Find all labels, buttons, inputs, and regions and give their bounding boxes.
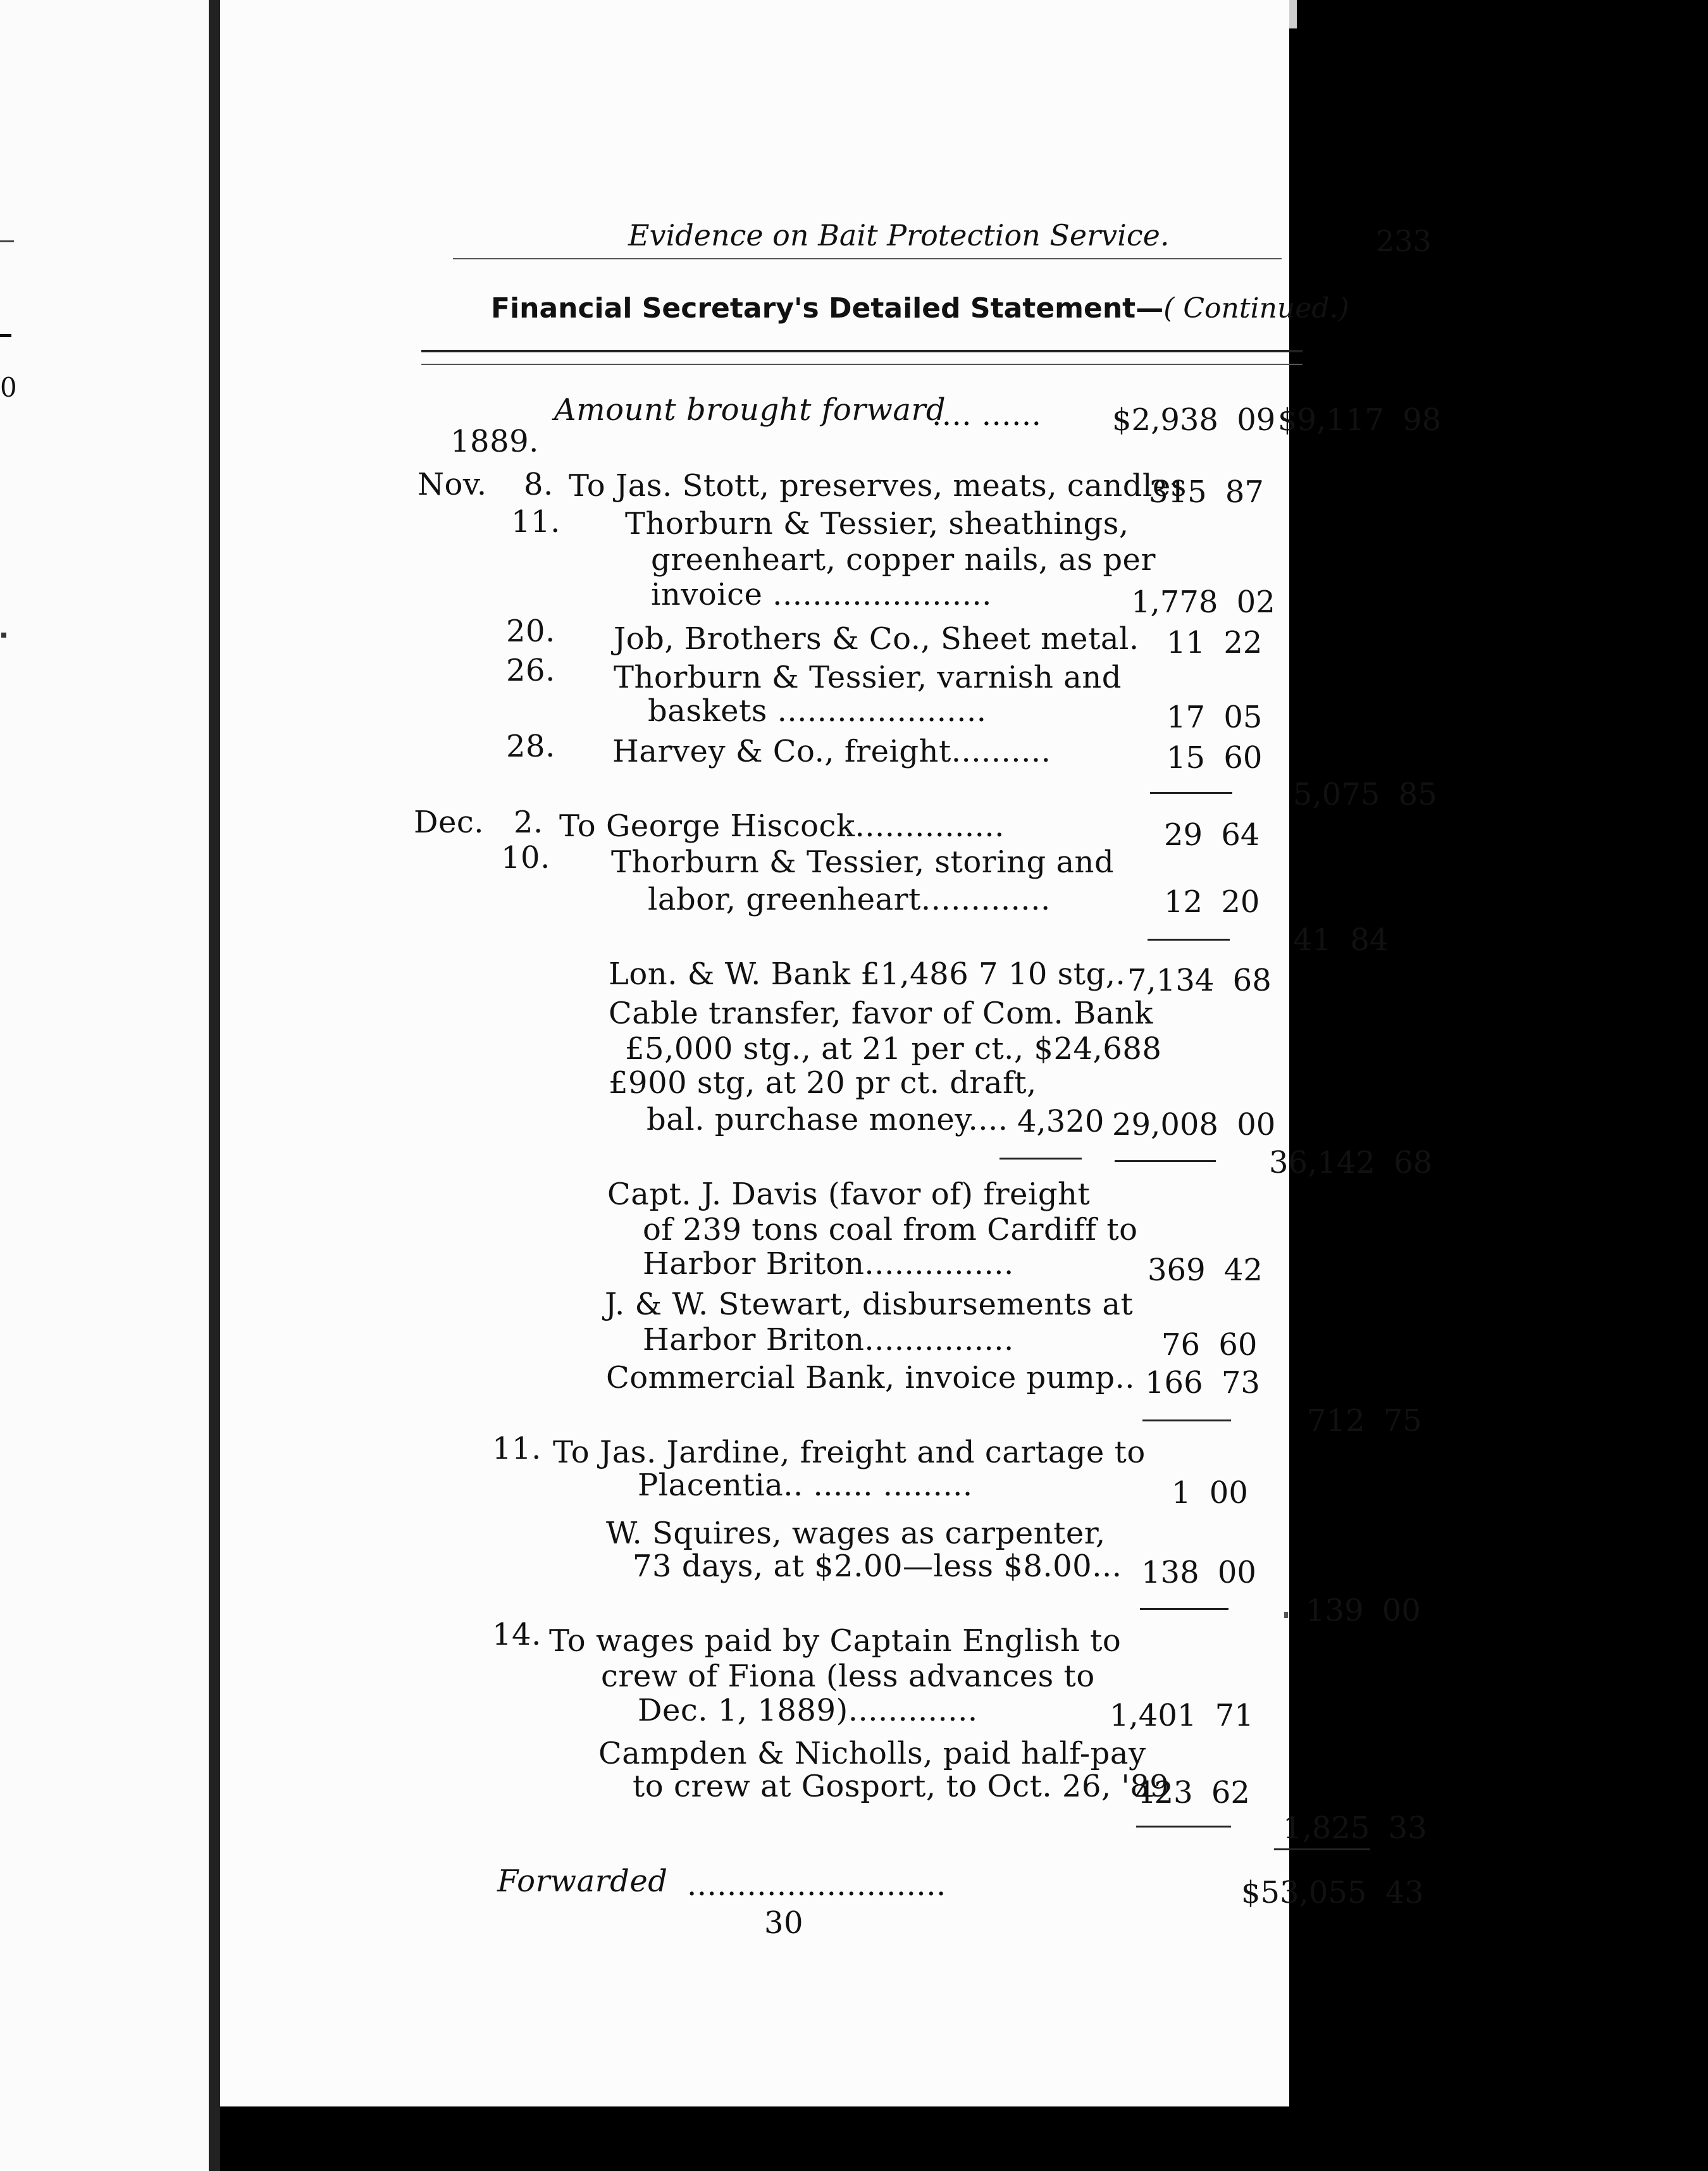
entry-text: Dec. 1, 1889).............	[638, 1693, 978, 1728]
entry-day: 2.	[514, 805, 543, 840]
left-page-rule	[0, 240, 14, 242]
entry-text: Cable transfer, favor of Com. Bank	[609, 996, 1153, 1031]
forwarded-total: $53,055 43	[1241, 1875, 1424, 1910]
entry-text: Harvey & Co., freight..........	[612, 734, 1051, 769]
page-number: 233	[1376, 224, 1432, 258]
left-page-mark	[1, 633, 6, 638]
entry-text: To Jas. Stott, preserves, meats, candles	[569, 468, 1187, 504]
subtotal-amount: 1,825 33	[1283, 1810, 1427, 1846]
entry-amount: 7,134 68	[1127, 963, 1272, 998]
subtotal-rule	[1115, 1160, 1216, 1162]
section-heading	[491, 292, 1349, 325]
entry-day: 10.	[501, 840, 550, 875]
subtotal-rule	[1148, 939, 1230, 941]
entry-text: To George Hiscock...............	[559, 808, 1005, 844]
entry-amount: 1 00	[1172, 1475, 1248, 1511]
subtotal-rule	[999, 1158, 1082, 1160]
year-label: 1889.	[450, 424, 539, 459]
entry-day: 28.	[506, 729, 555, 764]
subtotal-amount: 712 75	[1307, 1403, 1422, 1438]
brought-forward-dots: .... ......	[932, 397, 1042, 433]
subtotal-rule	[1150, 792, 1232, 794]
left-page-text-fragment: 0	[0, 372, 17, 403]
brought-forward-label: Amount brought forward	[554, 392, 946, 428]
subtotal-amount: 139 00	[1306, 1593, 1421, 1628]
entry-amount: 76 60	[1161, 1327, 1258, 1363]
entry-amount: 17 05	[1167, 700, 1263, 735]
entry-month: Nov.	[418, 467, 487, 502]
total-rule	[1274, 1848, 1370, 1850]
entry-amount: 315 87	[1149, 474, 1264, 510]
heading-rule-bottom	[421, 364, 1303, 365]
subtotal-amount: 41 84	[1293, 922, 1389, 958]
book-page	[220, 0, 1442, 2106]
entry-text: £900 stg, at 20 pr ct. draft,	[609, 1065, 1037, 1101]
page-speck	[1284, 1612, 1288, 1618]
entry-text: Lon. & W. Bank £1,486 7 10 stg,.	[609, 956, 1126, 992]
entry-inner-amount: 4,320	[1017, 1104, 1105, 1139]
section-title: Financial Secretary's Detailed Statement—	[491, 292, 1164, 325]
entry-amount: 138 00	[1141, 1555, 1256, 1590]
entry-text: crew of Fiona (less advances to	[601, 1659, 1095, 1694]
entry-text: labor, greenheart.............	[648, 882, 1051, 917]
entry-text: invoice ......................	[651, 577, 992, 612]
subtotal-rule	[1136, 1826, 1231, 1828]
entry-day: 20.	[506, 614, 555, 649]
page-edge-strip	[1289, 0, 1297, 28]
entry-text: J. & W. Stewart, disbursements at	[605, 1287, 1134, 1322]
forwarded-dots: ..........................	[687, 1867, 946, 1903]
entry-amount: 12 20	[1164, 884, 1260, 920]
entry-amount: 29,008 00	[1112, 1107, 1276, 1142]
entry-amount: 29 64	[1164, 817, 1260, 853]
entry-text: Capt. J. Davis (favor of) freight	[607, 1177, 1091, 1212]
entry-text: to crew at Gosport, to Oct. 26, '89	[633, 1769, 1170, 1804]
left-page-rule	[0, 334, 11, 337]
brought-forward-col1: $2,938 09	[1112, 402, 1276, 438]
entry-amount: 166 73	[1145, 1365, 1260, 1401]
entry-text: greenheart, copper nails, as per	[651, 542, 1156, 578]
subtotal-rule	[1140, 1608, 1228, 1610]
entry-text: Thorburn & Tessier, storing and	[611, 844, 1115, 880]
entry-text: Placentia.. ...... .........	[638, 1468, 973, 1503]
signature-mark: 30	[764, 1905, 804, 1941]
heading-rule-top	[421, 350, 1303, 352]
entry-day: 14.	[492, 1617, 541, 1652]
entry-text: To Jas. Jardine, freight and cartage to	[553, 1435, 1146, 1470]
entry-amount: 423 62	[1135, 1775, 1250, 1810]
entry-text: of 239 tons coal from Cardiff to	[643, 1212, 1138, 1247]
entry-text: baskets .....................	[648, 693, 987, 729]
entry-day: 11.	[492, 1431, 541, 1466]
entry-text: Job, Brothers & Co., Sheet metal.	[614, 621, 1139, 657]
entry-text: 73 days, at $2.00—less $8.00...	[633, 1549, 1122, 1584]
entry-text: Harbor Briton...............	[643, 1246, 1014, 1282]
entry-text: Campden & Nicholls, paid half-pay	[598, 1736, 1146, 1771]
subtotal-rule	[1142, 1420, 1231, 1421]
entry-day: 8.	[524, 467, 554, 502]
left-page-edge	[0, 0, 209, 2171]
entry-text: £5,000 stg., at 21 per ct., $24,688	[625, 1031, 1162, 1067]
brought-forward-col2: $9,117 98	[1278, 402, 1442, 438]
entry-amount: 11 22	[1167, 625, 1263, 660]
entry-text: To wages paid by Captain English to	[549, 1623, 1122, 1659]
subtotal-amount: 5,075 85	[1293, 777, 1437, 812]
entry-text: W. Squires, wages as carpenter,	[606, 1516, 1106, 1551]
entry-text: Thorburn & Tessier, sheathings,	[625, 506, 1129, 541]
entry-text: Commercial Bank, invoice pump..	[606, 1360, 1135, 1395]
page-gutter	[209, 0, 220, 2171]
entry-text: Thorburn & Tessier, varnish and	[614, 660, 1122, 695]
entry-day: 11.	[511, 504, 560, 540]
section-title-suffix: ( Continued.)	[1163, 292, 1349, 325]
entry-amount: 369 42	[1148, 1252, 1263, 1288]
entry-amount: 1,401 71	[1110, 1698, 1254, 1733]
header-rule	[453, 258, 1282, 259]
forwarded-label: Forwarded	[497, 1864, 668, 1899]
subtotal-amount: 36,142 68	[1269, 1145, 1433, 1180]
entry-amount: 15 60	[1167, 740, 1263, 776]
entry-month: Dec.	[414, 805, 485, 840]
entry-amount: 1,778 02	[1131, 584, 1275, 620]
entry-text: Harbor Briton...............	[643, 1322, 1014, 1358]
running-title: Evidence on Bait Protection Service.	[628, 218, 1170, 252]
entry-day: 26.	[506, 653, 555, 688]
entry-text: bal. purchase money....	[647, 1102, 1008, 1137]
